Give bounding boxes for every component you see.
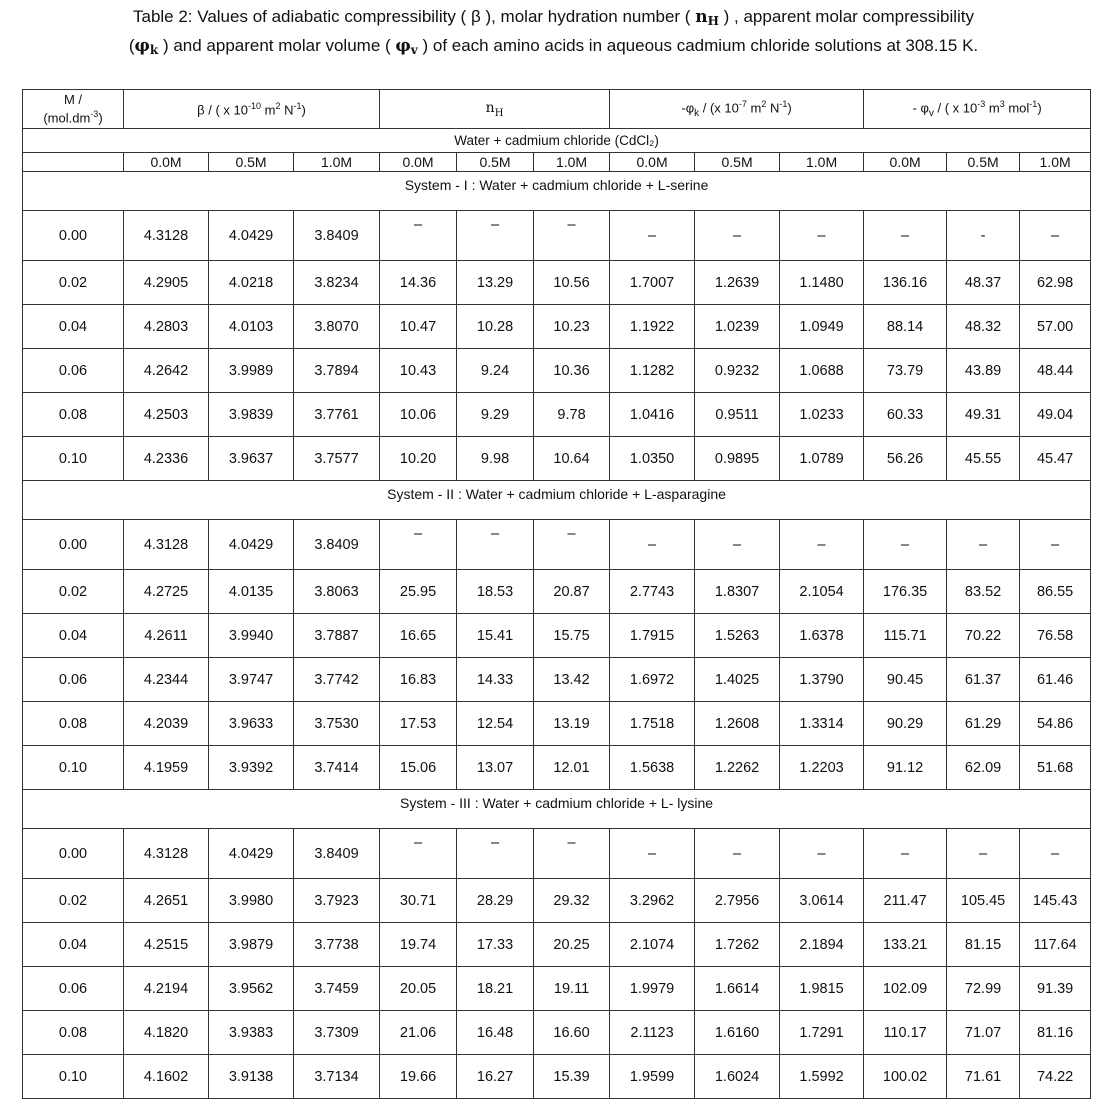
value-cell: 10.64 [534, 437, 610, 481]
value-cell: 20.05 [380, 967, 457, 1011]
table-row [23, 967, 1091, 1011]
value-cell: 4.0135 [209, 570, 294, 614]
table-row [23, 658, 1091, 702]
value-cell: 1.6024 [695, 1055, 780, 1099]
value-cell: 145.43 [1020, 879, 1091, 923]
value-cell: 105.45 [947, 879, 1020, 923]
value-cell: 1.5992 [780, 1055, 864, 1099]
value-cell: 61.46 [1020, 658, 1091, 702]
value-cell: 13.29 [457, 261, 534, 305]
molarity-cell: 0.06 [23, 967, 124, 1011]
value-cell: 100.02 [864, 1055, 947, 1099]
value-cell: 4.2905 [124, 261, 209, 305]
molarity-cell: 0.00 [23, 211, 124, 261]
molarity-cell: 0.06 [23, 658, 124, 702]
value-cell: 1.2203 [780, 746, 864, 790]
hydration-number-header: $n_H$ [380, 90, 610, 129]
value-cell: 91.12 [864, 746, 947, 790]
value-cell: 28.29 [457, 879, 534, 923]
value-cell: 71.07 [947, 1011, 1020, 1055]
value-cell: – [947, 829, 1020, 879]
value-cell: 3.8409 [294, 211, 380, 261]
value-cell: – [1020, 520, 1091, 570]
concentration-cell: 0.0M [380, 153, 457, 172]
value-cell: 20.25 [534, 923, 610, 967]
value-cell: 15.75 [534, 614, 610, 658]
value-cell: 3.7134 [294, 1055, 380, 1099]
value-cell: 1.7262 [695, 923, 780, 967]
value-cell: 3.9980 [209, 879, 294, 923]
table-row [23, 829, 1091, 879]
value-cell: 91.39 [1020, 967, 1091, 1011]
table-row [23, 349, 1091, 393]
value-cell: – [864, 520, 947, 570]
value-cell: 19.74 [380, 923, 457, 967]
data-table [22, 89, 1091, 1099]
value-cell: 115.71 [864, 614, 947, 658]
value-cell: 21.06 [380, 1011, 457, 1055]
value-cell: 1.1922 [610, 305, 695, 349]
value-cell: – [380, 211, 457, 261]
value-cell: 4.2803 [124, 305, 209, 349]
value-cell: 18.21 [457, 967, 534, 1011]
table-row [23, 746, 1091, 790]
value-cell: 20.87 [534, 570, 610, 614]
value-cell: 176.35 [864, 570, 947, 614]
value-cell: 81.16 [1020, 1011, 1091, 1055]
value-cell: 3.7577 [294, 437, 380, 481]
value-cell: 3.7414 [294, 746, 380, 790]
concentration-cell: 0.5M [695, 153, 780, 172]
value-cell: 13.07 [457, 746, 534, 790]
header-row [23, 90, 1091, 129]
value-cell: 4.2503 [124, 393, 209, 437]
value-cell: 3.7887 [294, 614, 380, 658]
value-cell: 17.53 [380, 702, 457, 746]
value-cell: 48.32 [947, 305, 1020, 349]
value-cell: 3.8409 [294, 829, 380, 879]
table-row [23, 211, 1091, 261]
concentration-cell: 1.0M [780, 153, 864, 172]
value-cell: 25.95 [380, 570, 457, 614]
table-row [23, 305, 1091, 349]
value-cell: 4.2611 [124, 614, 209, 658]
molarity-cell: 0.08 [23, 702, 124, 746]
table-row [23, 1055, 1091, 1099]
value-cell: 1.7291 [780, 1011, 864, 1055]
value-cell: 4.0429 [209, 520, 294, 570]
value-cell: 1.7915 [610, 614, 695, 658]
value-cell: 3.9637 [209, 437, 294, 481]
value-cell: 15.41 [457, 614, 534, 658]
value-cell: 43.89 [947, 349, 1020, 393]
caption-line-1: Table 2: Values of adiabatic compressibility ( β ), molar hydration number ( nH ) , apparent molar compressibility [132, 7, 975, 28]
value-cell: 10.06 [380, 393, 457, 437]
value-cell: 45.47 [1020, 437, 1091, 481]
value-cell: 4.3128 [124, 211, 209, 261]
molar-volume-header: - $\varphi_v$ / ( x $10^{-3}$ $m^3$ mol$^{-1}$) [864, 90, 1091, 129]
value-cell: 0.9511 [695, 393, 780, 437]
value-cell: 61.29 [947, 702, 1020, 746]
value-cell: 1.9599 [610, 1055, 695, 1099]
value-cell: 3.9562 [209, 967, 294, 1011]
value-cell: 1.1282 [610, 349, 695, 393]
value-cell: 88.14 [864, 305, 947, 349]
value-cell: 30.71 [380, 879, 457, 923]
value-cell: 3.7309 [294, 1011, 380, 1055]
value-cell: 51.68 [1020, 746, 1091, 790]
system-title: System - II : Water + cadmium chloride + L-asparagine [23, 481, 1091, 520]
value-cell: 62.09 [947, 746, 1020, 790]
value-cell: 1.1480 [780, 261, 864, 305]
value-cell: 1.0949 [780, 305, 864, 349]
value-cell: 1.7007 [610, 261, 695, 305]
molarity-cell: 0.00 [23, 520, 124, 570]
value-cell: 2.1074 [610, 923, 695, 967]
value-cell: 56.26 [864, 437, 947, 481]
value-cell: 133.21 [864, 923, 947, 967]
value-cell: 0.9895 [695, 437, 780, 481]
molarity-cell: 0.04 [23, 923, 124, 967]
value-cell: 3.9879 [209, 923, 294, 967]
value-cell: 12.01 [534, 746, 610, 790]
system-title-row [23, 790, 1091, 829]
value-cell: 1.0233 [780, 393, 864, 437]
value-cell: 3.9633 [209, 702, 294, 746]
value-cell: 0.9232 [695, 349, 780, 393]
value-cell: 3.7923 [294, 879, 380, 923]
value-cell: 86.55 [1020, 570, 1091, 614]
value-cell: - [947, 211, 1020, 261]
value-cell: 4.0429 [209, 211, 294, 261]
concentration-cell: 1.0M [294, 153, 380, 172]
value-cell: 71.61 [947, 1055, 1020, 1099]
value-cell: 4.0218 [209, 261, 294, 305]
value-cell: 2.1054 [780, 570, 864, 614]
molarity-cell: 0.10 [23, 746, 124, 790]
value-cell: 10.43 [380, 349, 457, 393]
value-cell: 2.7956 [695, 879, 780, 923]
system-title-row [23, 172, 1091, 211]
caption-line-2: (φk ) and apparent molar volume ( φv ) of each amino acids in aqueous cadmium chloride solutions at 308.15 K. [128, 36, 979, 57]
beta-header: β / ( x $10^{-10}$ $m^2$ $N^{-1}$) [124, 90, 380, 129]
value-cell: 60.33 [864, 393, 947, 437]
value-cell: 3.9940 [209, 614, 294, 658]
value-cell: 1.9979 [610, 967, 695, 1011]
value-cell: 1.6378 [780, 614, 864, 658]
value-cell: 4.2336 [124, 437, 209, 481]
value-cell: – [457, 829, 534, 879]
value-cell: 49.04 [1020, 393, 1091, 437]
value-cell: 1.8307 [695, 570, 780, 614]
value-cell: – [1020, 829, 1091, 879]
value-cell: 4.1820 [124, 1011, 209, 1055]
value-cell: 70.22 [947, 614, 1020, 658]
value-cell: – [610, 520, 695, 570]
table-row [23, 923, 1091, 967]
value-cell: 1.0350 [610, 437, 695, 481]
value-cell: 3.7761 [294, 393, 380, 437]
molarity-cell: 0.08 [23, 1011, 124, 1055]
value-cell: 3.7530 [294, 702, 380, 746]
value-cell: – [534, 829, 610, 879]
value-cell: 13.42 [534, 658, 610, 702]
value-cell: 3.2962 [610, 879, 695, 923]
table-caption [0, 3, 1107, 61]
value-cell: 3.9392 [209, 746, 294, 790]
table-row [23, 702, 1091, 746]
value-cell: 1.0789 [780, 437, 864, 481]
value-cell: 1.2608 [695, 702, 780, 746]
value-cell: 16.65 [380, 614, 457, 658]
table-row [23, 520, 1091, 570]
value-cell: 72.99 [947, 967, 1020, 1011]
molarity-cell: 0.10 [23, 1055, 124, 1099]
system-title: System - III : Water + cadmium chloride + L- lysine [23, 790, 1091, 829]
value-cell: 81.15 [947, 923, 1020, 967]
value-cell: 14.36 [380, 261, 457, 305]
value-cell: 16.27 [457, 1055, 534, 1099]
value-cell: 19.66 [380, 1055, 457, 1099]
value-cell: 4.0429 [209, 829, 294, 879]
system-title: System - I : Water + cadmium chloride + L-serine [23, 172, 1091, 211]
value-cell: 83.52 [947, 570, 1020, 614]
value-cell: 1.5638 [610, 746, 695, 790]
concentration-cell: 0.0M [124, 153, 209, 172]
value-cell: – [534, 520, 610, 570]
value-cell: 10.56 [534, 261, 610, 305]
concentration-cell: 0.5M [947, 153, 1020, 172]
value-cell: 1.0416 [610, 393, 695, 437]
value-cell: 1.2639 [695, 261, 780, 305]
value-cell: – [457, 211, 534, 261]
value-cell: 15.39 [534, 1055, 610, 1099]
value-cell: – [1020, 211, 1091, 261]
value-cell: – [695, 520, 780, 570]
value-cell: – [780, 211, 864, 261]
value-cell: – [780, 829, 864, 879]
value-cell: 4.1959 [124, 746, 209, 790]
molarity-cell: 0.06 [23, 349, 124, 393]
value-cell: 49.31 [947, 393, 1020, 437]
table-row [23, 570, 1091, 614]
value-cell: 4.2344 [124, 658, 209, 702]
value-cell: 1.0688 [780, 349, 864, 393]
value-cell: 4.3128 [124, 829, 209, 879]
table-row [23, 614, 1091, 658]
value-cell: 1.9815 [780, 967, 864, 1011]
value-cell: 10.47 [380, 305, 457, 349]
value-cell: 4.2039 [124, 702, 209, 746]
value-cell: 1.6614 [695, 967, 780, 1011]
value-cell: 3.9138 [209, 1055, 294, 1099]
value-cell: 57.00 [1020, 305, 1091, 349]
molarity-header: M / $(mol.dm^{-3})$ [23, 90, 124, 129]
value-cell: 4.3128 [124, 520, 209, 570]
value-cell: 3.9839 [209, 393, 294, 437]
concentration-cell: 0.0M [864, 153, 947, 172]
molarity-cell: 0.02 [23, 879, 124, 923]
value-cell: 4.2194 [124, 967, 209, 1011]
table-row [23, 437, 1091, 481]
molarity-cell: 0.08 [23, 393, 124, 437]
value-cell: 136.16 [864, 261, 947, 305]
value-cell: 2.1123 [610, 1011, 695, 1055]
value-cell: 1.3790 [780, 658, 864, 702]
concentration-row [23, 153, 1091, 172]
value-cell: 9.98 [457, 437, 534, 481]
value-cell: 14.33 [457, 658, 534, 702]
value-cell: 3.8063 [294, 570, 380, 614]
value-cell: 13.19 [534, 702, 610, 746]
molarity-cell: 0.04 [23, 614, 124, 658]
value-cell: 3.9383 [209, 1011, 294, 1055]
concentration-cell: 1.0M [534, 153, 610, 172]
value-cell: 3.9989 [209, 349, 294, 393]
solvent-label: Water + cadmium chloride (CdCl₂) [23, 129, 1091, 153]
value-cell: 15.06 [380, 746, 457, 790]
value-cell: – [864, 829, 947, 879]
value-cell: 48.44 [1020, 349, 1091, 393]
value-cell: – [610, 211, 695, 261]
value-cell: 2.1894 [780, 923, 864, 967]
value-cell: – [457, 520, 534, 570]
value-cell: 12.54 [457, 702, 534, 746]
value-cell: 54.86 [1020, 702, 1091, 746]
value-cell: – [380, 829, 457, 879]
value-cell: 61.37 [947, 658, 1020, 702]
value-cell: 117.64 [1020, 923, 1091, 967]
value-cell: 1.5263 [695, 614, 780, 658]
value-cell: – [864, 211, 947, 261]
value-cell: 90.45 [864, 658, 947, 702]
value-cell: 4.2642 [124, 349, 209, 393]
value-cell: 3.7738 [294, 923, 380, 967]
molarity-cell: 0.04 [23, 305, 124, 349]
concentration-cell: 0.0M [610, 153, 695, 172]
value-cell: 9.24 [457, 349, 534, 393]
concentration-cell: 0.5M [457, 153, 534, 172]
value-cell: – [534, 211, 610, 261]
system-title-row [23, 481, 1091, 520]
value-cell: 10.28 [457, 305, 534, 349]
value-cell: 2.7743 [610, 570, 695, 614]
value-cell: 4.2651 [124, 879, 209, 923]
value-cell: 10.23 [534, 305, 610, 349]
value-cell: 62.98 [1020, 261, 1091, 305]
value-cell: 4.0103 [209, 305, 294, 349]
molarity-cell: 0.00 [23, 829, 124, 879]
value-cell: 10.36 [534, 349, 610, 393]
value-cell: 73.79 [864, 349, 947, 393]
molarity-cell: 0.02 [23, 261, 124, 305]
value-cell: 19.11 [534, 967, 610, 1011]
value-cell: 1.6160 [695, 1011, 780, 1055]
value-cell: 9.29 [457, 393, 534, 437]
value-cell: 3.7894 [294, 349, 380, 393]
value-cell: – [695, 829, 780, 879]
value-cell: 1.2262 [695, 746, 780, 790]
value-cell: 3.8070 [294, 305, 380, 349]
value-cell: 1.0239 [695, 305, 780, 349]
value-cell: – [380, 520, 457, 570]
value-cell: 74.22 [1020, 1055, 1091, 1099]
value-cell: 29.32 [534, 879, 610, 923]
value-cell: 3.8234 [294, 261, 380, 305]
value-cell: 10.20 [380, 437, 457, 481]
concentration-cell: 1.0M [1020, 153, 1091, 172]
value-cell: 4.2725 [124, 570, 209, 614]
value-cell: 16.48 [457, 1011, 534, 1055]
value-cell: – [695, 211, 780, 261]
value-cell: 48.37 [947, 261, 1020, 305]
value-cell: 4.2515 [124, 923, 209, 967]
value-cell: – [610, 829, 695, 879]
value-cell: 17.33 [457, 923, 534, 967]
value-cell: 9.78 [534, 393, 610, 437]
value-cell: 16.60 [534, 1011, 610, 1055]
molarity-cell: 0.02 [23, 570, 124, 614]
table-row [23, 879, 1091, 923]
concentration-cell: 0.5M [209, 153, 294, 172]
value-cell: 76.58 [1020, 614, 1091, 658]
table-row [23, 393, 1091, 437]
value-cell: 1.3314 [780, 702, 864, 746]
value-cell: – [947, 520, 1020, 570]
value-cell: 3.0614 [780, 879, 864, 923]
value-cell: 3.7742 [294, 658, 380, 702]
value-cell: 1.4025 [695, 658, 780, 702]
value-cell: 4.1602 [124, 1055, 209, 1099]
table-row [23, 1011, 1091, 1055]
value-cell: 90.29 [864, 702, 947, 746]
value-cell: 3.9747 [209, 658, 294, 702]
value-cell: 1.7518 [610, 702, 695, 746]
value-cell: 1.6972 [610, 658, 695, 702]
value-cell: 211.47 [864, 879, 947, 923]
value-cell: 45.55 [947, 437, 1020, 481]
molarity-cell: 0.10 [23, 437, 124, 481]
value-cell: 18.53 [457, 570, 534, 614]
value-cell: – [780, 520, 864, 570]
value-cell: 16.83 [380, 658, 457, 702]
value-cell: 3.7459 [294, 967, 380, 1011]
value-cell: 102.09 [864, 967, 947, 1011]
table-row [23, 261, 1091, 305]
value-cell: 110.17 [864, 1011, 947, 1055]
solvent-row [23, 129, 1091, 153]
value-cell: 3.8409 [294, 520, 380, 570]
compressibility-header: $-\varphi_k / (x$ $10^{-7}$ $m^2$ $N^{-1}$) [610, 90, 864, 129]
concentration-cell-blank [23, 153, 124, 172]
